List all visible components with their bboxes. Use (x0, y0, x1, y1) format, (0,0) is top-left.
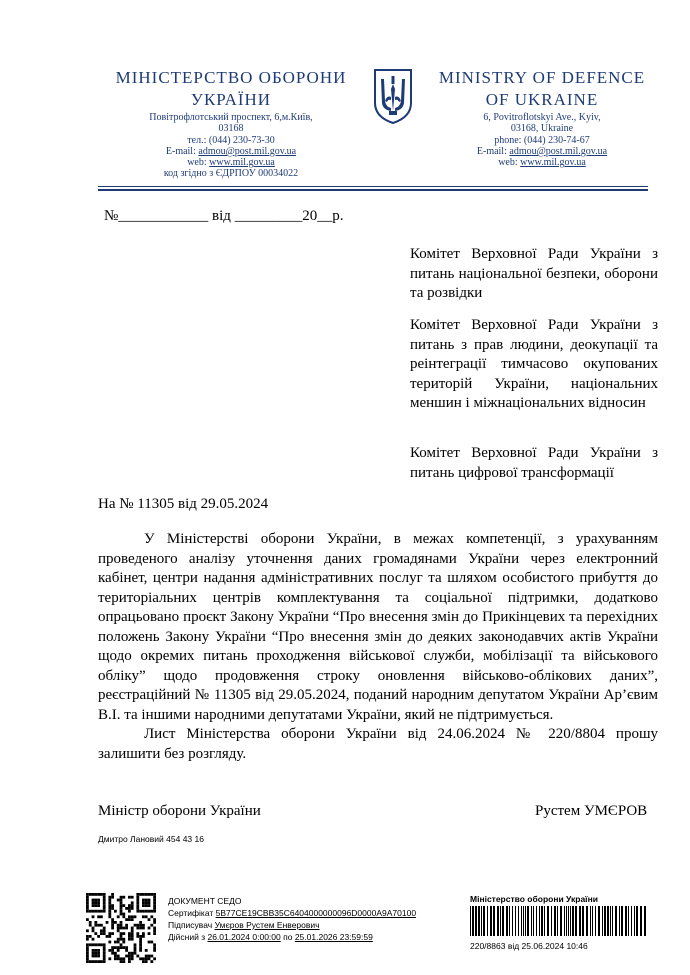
stamp-signer: Підписувач Умєров Рустем Енверович (168, 920, 320, 930)
ministry-address-ua: Повітрофлотський проспект, 6,м.Київ, 03168 тел.: (044) 230-73-30 E-mail: admou@post.mil.gov.ua web: www.mil.gov.ua код згідно з ЄДРПОУ 00034022 (100, 112, 362, 180)
trident-icon (371, 67, 415, 125)
ministry-email-en: E-mail: admou@post.mil.gov.ua (476, 145, 608, 157)
header-left (100, 67, 362, 180)
executor-line: Дмитро Лановий 454 43 16 (98, 834, 204, 844)
ministry-web-ua: web: www.mil.gov.ua (187, 157, 275, 169)
addressee-3: Комітет Верховної Ради України з питань цифрової трансформації (410, 445, 658, 481)
ministry-address-en: 6, Povitroflotskyi Ave., Kyiv, 03168, Ukraine phone: (044) 230-74-67 E-mail: admou@post.mil.gov.ua web: www.mil.gov.ua (422, 112, 662, 168)
qr-code-icon (86, 893, 156, 963)
addressee-2: Комітет Верховної Ради України з питань з прав людини, деокупації та реінтеграції тимчасово окупованих територій України, національних меншин і міжнаціональних відносин (410, 317, 658, 412)
ministry-code: код згідно з ЄДРПОУ 00034022 (163, 168, 299, 180)
barcode-icon (470, 906, 650, 936)
ministry-name-en-line1: MINISTRY OF DEFENCE (438, 68, 646, 87)
reference-line: На № 11305 від 29.05.2024 (98, 496, 269, 512)
signatory-position: Міністр оборони України (98, 803, 261, 819)
header-divider (98, 186, 648, 187)
stamp-title: ДОКУМЕНТ СЕДО (168, 896, 242, 906)
ministry-web-en: web: www.mil.gov.ua (498, 157, 586, 169)
ministry-phone-en: phone: (044) 230-74-67 (494, 134, 590, 146)
stamp-certificate: Сертифікат 5B77CE19CBB35C6404000000096D0000A9A70100 (168, 908, 417, 918)
ministry-email-ua: E-mail: admou@post.mil.gov.ua (165, 145, 297, 157)
e-signature-stamp (168, 895, 416, 943)
barcode-number: 220/8863 від 25.06.2024 10:46 (470, 941, 588, 951)
header-right (422, 67, 662, 168)
header-divider-thick (98, 189, 648, 191)
ministry-phone-ua: тел.: (044) 230-73-30 (187, 134, 275, 146)
signatory-name: Рустем УМЄРОВ (535, 803, 648, 819)
body-paragraph-1: У Міністерстві оборони України, в межах компетенції, з урахуванням проведеного аналізу уточнення даних громадянами України через електронний кабінет, центри надання адміністративних послуг та шляхом особистого прибуття до територіальних центрів комплектування та соціальної підтримки, додатково опрацьовано проєкт Закону України “Про внесення змін до Прикінцевих та перехідних положень Закону України “Про внесення змін до деяких законодавчих актів України щодо окремих питань проходження військової служби, мобілізації та військового обліку” щодо продовження строку оновлення військово-облікових даних”, реєстраційний № 11305 від 29.05.2024, поданий народним депутатом України Ар’євим В.І. та іншими народними депутатами України, який не підтримується. (98, 531, 658, 723)
ministry-name-ua-line2: УКРАЇНИ (190, 90, 272, 109)
registration-line: №____________ від _________20__р. (104, 208, 344, 224)
body-paragraph-2: Лист Міністерства оборони України від 24.06.2024 № 220/8804 прошу залишити без розгляду. (98, 726, 658, 762)
addressee-1: Комітет Верховної Ради України з питань національної безпеки, оборони та розвідки (410, 246, 658, 302)
letter-body (98, 530, 658, 764)
barcode-org: Міністерство оборони України (470, 894, 598, 904)
ministry-name-ua-line1: МІНІСТЕРСТВО ОБОРОНИ (115, 68, 347, 87)
ministry-name-en-line2: OF UKRAINE (485, 90, 599, 109)
stamp-validity: Дійсний з 26.01.2024 0:00:00 по 25.01.2026 23:59:59 (168, 932, 373, 942)
